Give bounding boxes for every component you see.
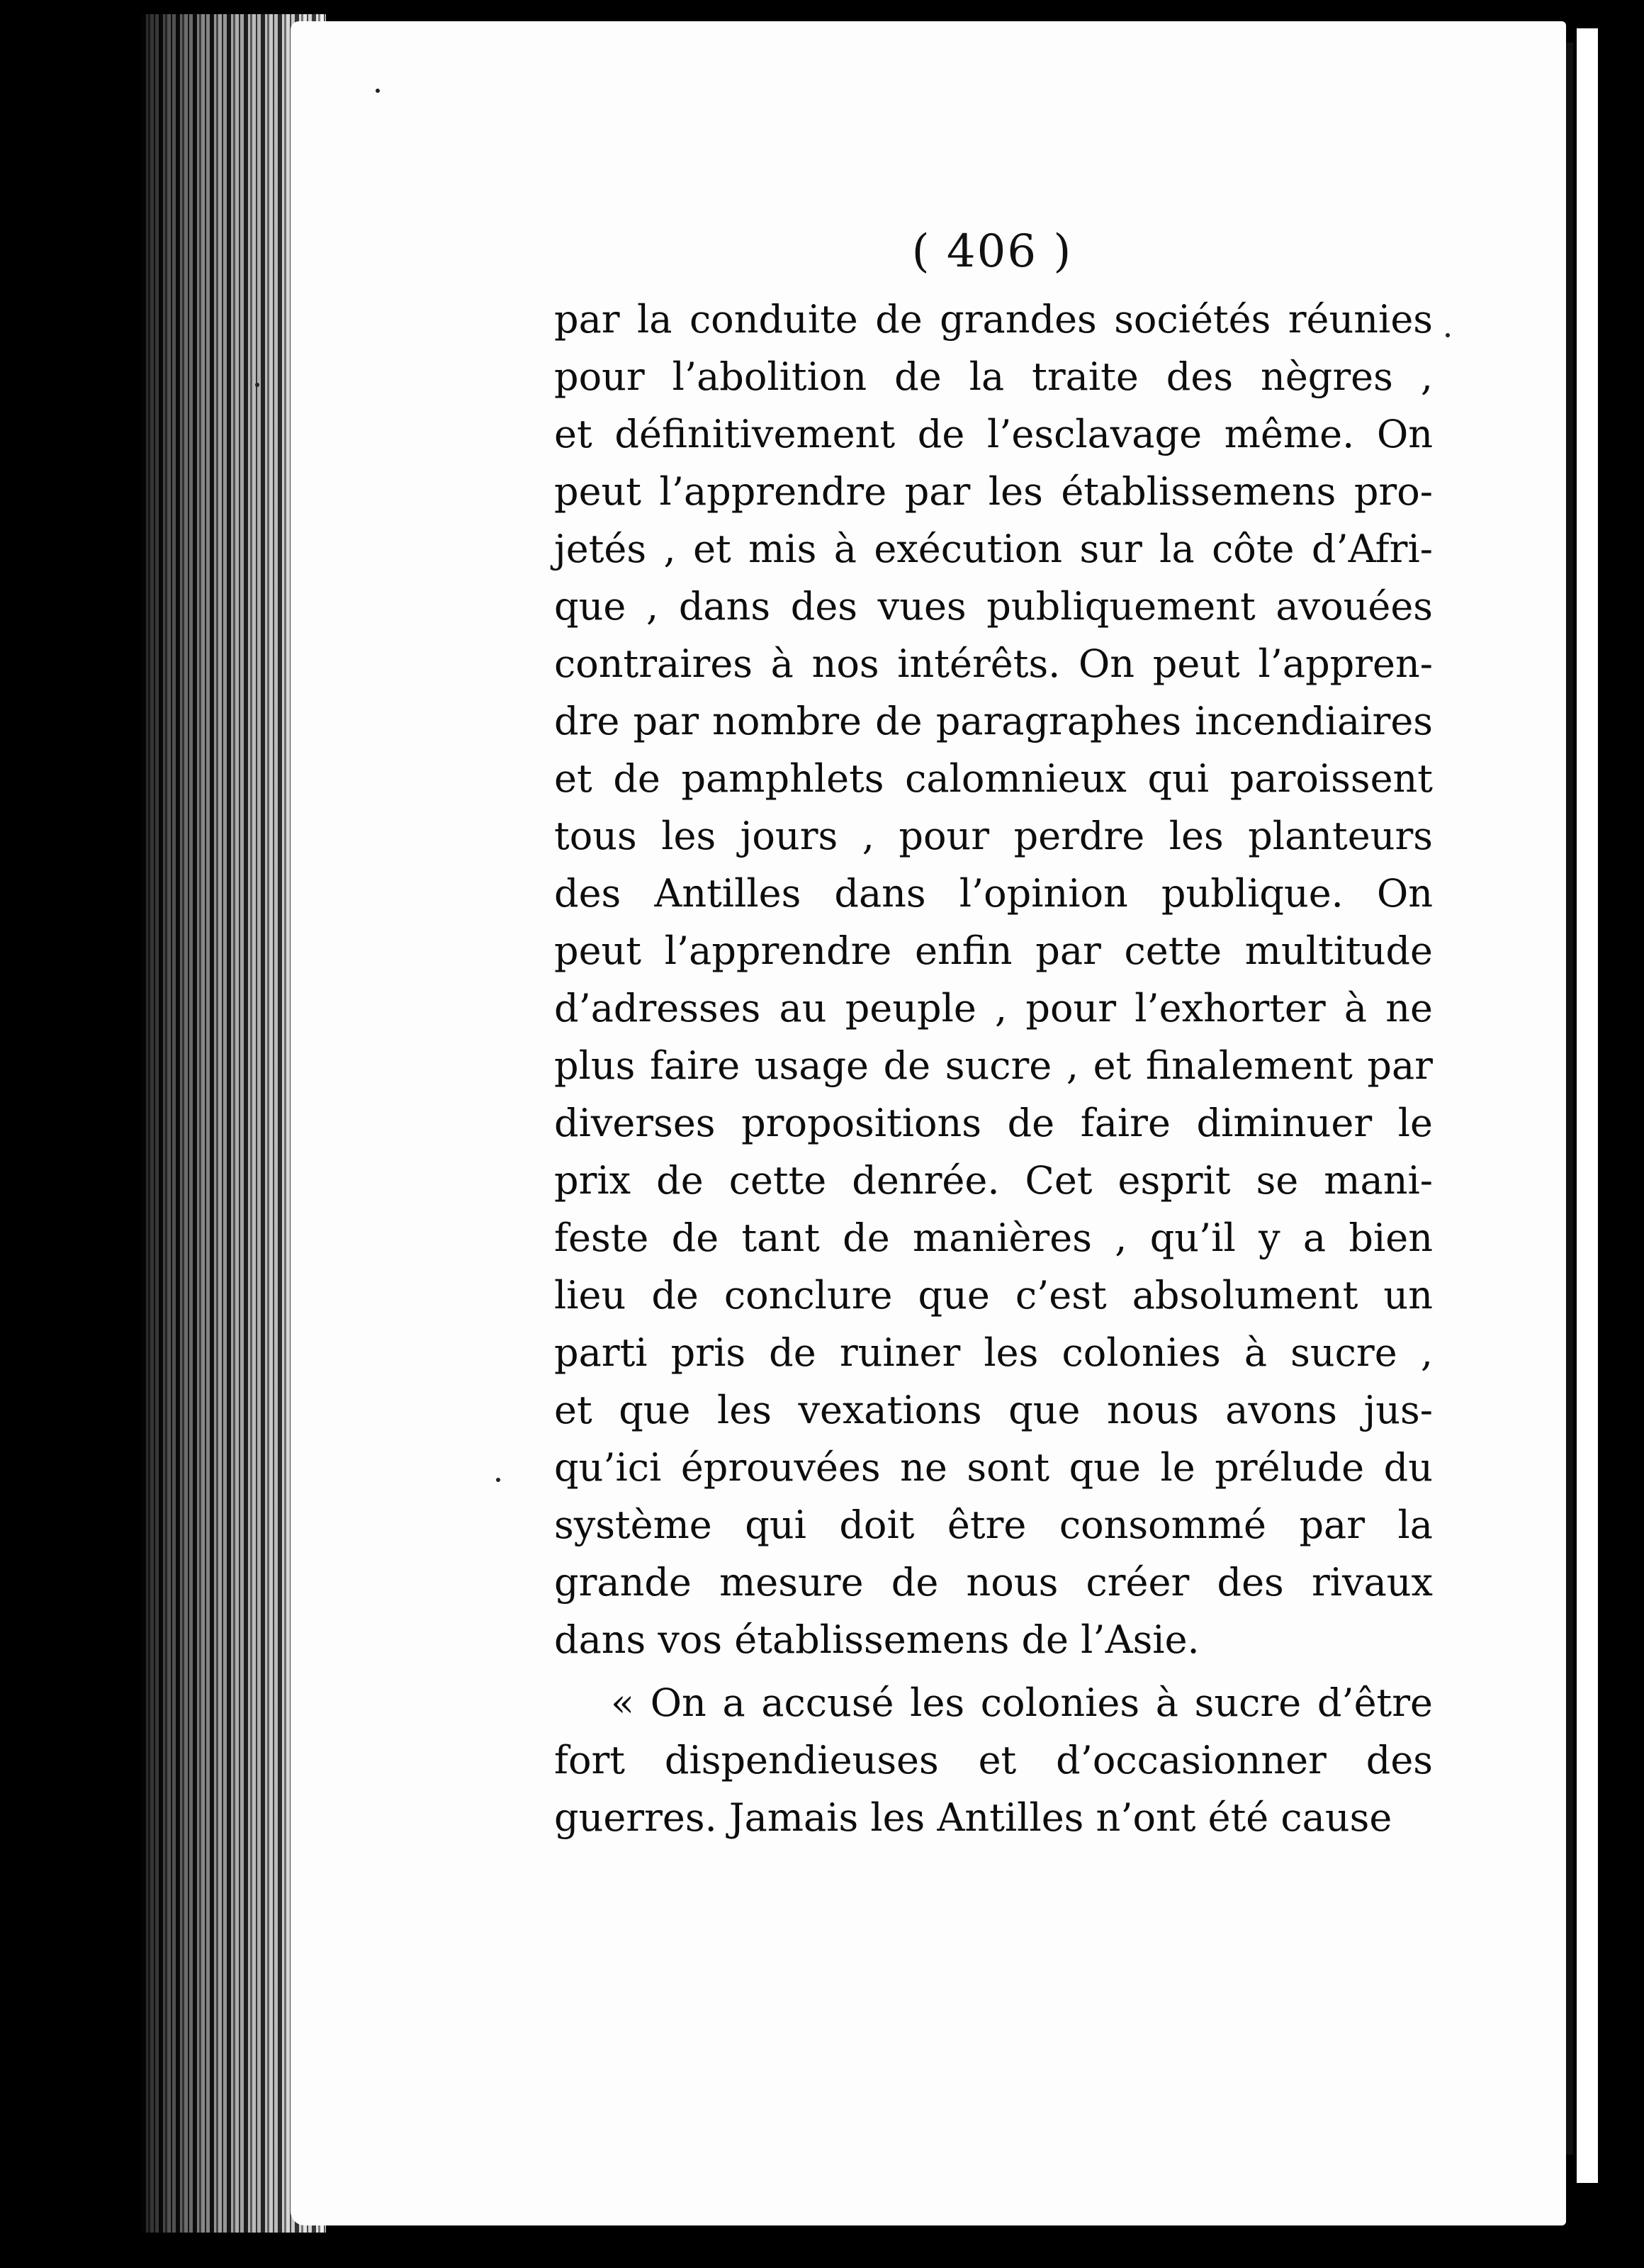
text-line: plus faire usage de sucre , et finalement par [554,1043,1433,1088]
text-line: jetés , et mis à exécution sur la côte d’Afri- [554,527,1433,571]
text-line: pour l’abolition de la traite des nègres , [554,354,1433,399]
text-line: feste de tant de manières , qu’il y a bien [554,1216,1433,1260]
text-line: grande mesure de nous créer des rivaux [554,1560,1433,1605]
text-line: et que les vexations que nous avons jus- [554,1388,1433,1432]
text-line: des Antilles dans l’opinion publique. On [554,871,1433,916]
text-line: guerres. Jamais les Antilles n’ont été cause [554,1795,1392,1840]
text-line: par la conduite de grandes sociétés réunies [554,297,1433,342]
text-line: peut l’apprendre enfin par cette multitude [554,928,1433,973]
text-line: tous les jours , pour perdre les planteurs [554,814,1433,858]
text-line: dans vos établissemens de l’Asie. [554,1617,1200,1662]
print-speck [255,383,259,387]
body-text [554,291,1433,1846]
text-line: fort dispendieuses et d’occasionner des [554,1738,1433,1783]
next-page-edge [1577,28,1598,2183]
print-speck [1446,333,1450,337]
text-line: peut l’apprendre par les établissemens pro- [554,469,1433,514]
text-line: et définitivement de l’esclavage même. On [554,412,1433,456]
text-line: prix de cette denrée. Cet esprit se mani- [554,1158,1433,1203]
paragraph-2 [554,1674,1433,1846]
page-number: ( 406 ) [911,225,1073,278]
paragraph-1 [554,291,1433,1668]
text-line: dre par nombre de paragraphes incendiaires [554,699,1433,743]
text-line: et de pamphlets calomnieux qui paroissent [554,756,1433,801]
text-line: parti pris de ruiner les colonies à sucre , [554,1330,1433,1375]
text-line: d’adresses au peuple , pour l’exhorter à ne [554,986,1433,1031]
text-line: diverses propositions de faire diminuer le [554,1101,1433,1145]
text-line: système qui doit être consommé par la [554,1503,1433,1547]
text-line: contraires à nos intérêts. On peut l’appren- [554,641,1433,686]
text-line: lieu de conclure que c’est absolument un [554,1273,1433,1318]
text-line: que , dans des vues publiquement avouées [554,584,1433,629]
print-speck [496,1478,500,1482]
text-line: qu’ici éprouvées ne sont que le prélude du [554,1445,1433,1490]
gutter-shadow [1566,43,1573,2155]
print-speck [376,89,380,93]
text-line: « On a accusé les colonies à sucre d’être [611,1680,1433,1725]
